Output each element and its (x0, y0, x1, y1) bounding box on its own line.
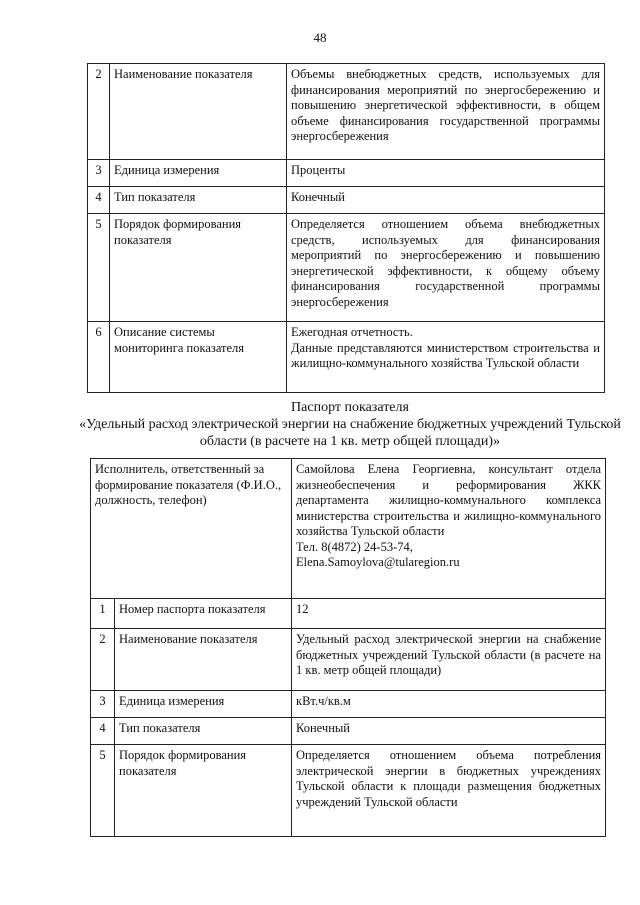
row-label: Номер паспорта показателя (115, 599, 292, 629)
row-value: 12 (292, 599, 606, 629)
row-label: Единица измерения (115, 691, 292, 718)
row-label: Наименование показателя (115, 629, 292, 691)
indicator-table-continued (87, 63, 605, 393)
row-value (287, 322, 605, 393)
row-number: 5 (88, 214, 110, 322)
row-number: 3 (88, 160, 110, 187)
executor-label: Исполнитель, ответственный за формирование показателя (Ф.И.О., должность, телефон) (91, 459, 292, 599)
row-value: Объемы внебюджетных средств, используемых для финансирования мероприятий по энергосбережению и повышению энергетической эффективности, в общем объеме финансирования государственной программы энергосбережения (287, 64, 605, 160)
table-row (88, 160, 605, 187)
row-value-line: Данные представляются министерством строительства и жилищно-коммунального хозяйства Тульской области (291, 340, 600, 370)
table-row (91, 718, 606, 745)
passport-heading (60, 399, 640, 450)
row-number: 6 (88, 322, 110, 393)
row-label: Единица измерения (110, 160, 287, 187)
row-number: 2 (88, 64, 110, 160)
row-value: Определяется отношением объема потребления электрической энергии в бюджетных учреждениях Тульской области к площади размещения бюджетных учреждений Тульской области (292, 745, 606, 837)
executor-name-position: Самойлова Елена Георгиевна, консультант отдела жизнеобеспечения и реформирования ЖКК департамента жилищно-коммунального комплекса министерства строительства и жилищно-коммунального хозяйства Тульской области (296, 462, 602, 538)
table-row (91, 691, 606, 718)
row-value: Удельный расход электрической энергии на снабжение бюджетных учреждений Тульской области (в расчете на 1 кв. метр общей площади) (292, 629, 606, 691)
row-value: кВт.ч/кв.м (292, 691, 606, 718)
table-row (88, 322, 605, 393)
table-row (88, 187, 605, 214)
row-label: Тип показателя (110, 187, 287, 214)
page-number: 48 (313, 30, 327, 45)
row-number: 4 (88, 187, 110, 214)
row-value-line: Ежегодная отчетность. (291, 325, 413, 339)
executor-value (292, 459, 606, 599)
row-number: 5 (91, 745, 115, 837)
passport-table (90, 458, 606, 837)
table-row-executor (91, 459, 606, 599)
row-label: Описание системы мониторинга показателя (110, 322, 287, 393)
passport-subtitle: «Удельный расход электрической энергии на снабжение бюджетных учреждений Тульской области (в расчете на 1 кв. метр общей площади)» (79, 417, 621, 449)
table-row (88, 214, 605, 322)
row-value: Конечный (287, 187, 605, 214)
row-value: Конечный (292, 718, 606, 745)
table-row (91, 599, 606, 629)
row-value: Проценты (287, 160, 605, 187)
row-label: Тип показателя (115, 718, 292, 745)
table-row (91, 629, 606, 691)
executor-email: Elena.Samoylova@tularegion.ru (296, 555, 460, 569)
row-label: Порядок формирования показателя (115, 745, 292, 837)
row-label: Порядок формирования показателя (110, 214, 287, 322)
passport-title: Паспорт показателя (291, 400, 409, 415)
row-number: 1 (91, 599, 115, 629)
row-number: 3 (91, 691, 115, 718)
table-row (88, 64, 605, 160)
executor-phone: Тел. 8(4872) 24-53-74, (296, 539, 413, 554)
row-number: 2 (91, 629, 115, 691)
row-value: Определяется отношением объема внебюджетных средств, используемых для финансирования мероприятий по энергосбережению и повышению энергетической эффективности, к общему объему финансирования государственной программы энергосбережения (287, 214, 605, 322)
row-number: 4 (91, 718, 115, 745)
row-label: Наименование показателя (110, 64, 287, 160)
table-row (91, 745, 606, 837)
